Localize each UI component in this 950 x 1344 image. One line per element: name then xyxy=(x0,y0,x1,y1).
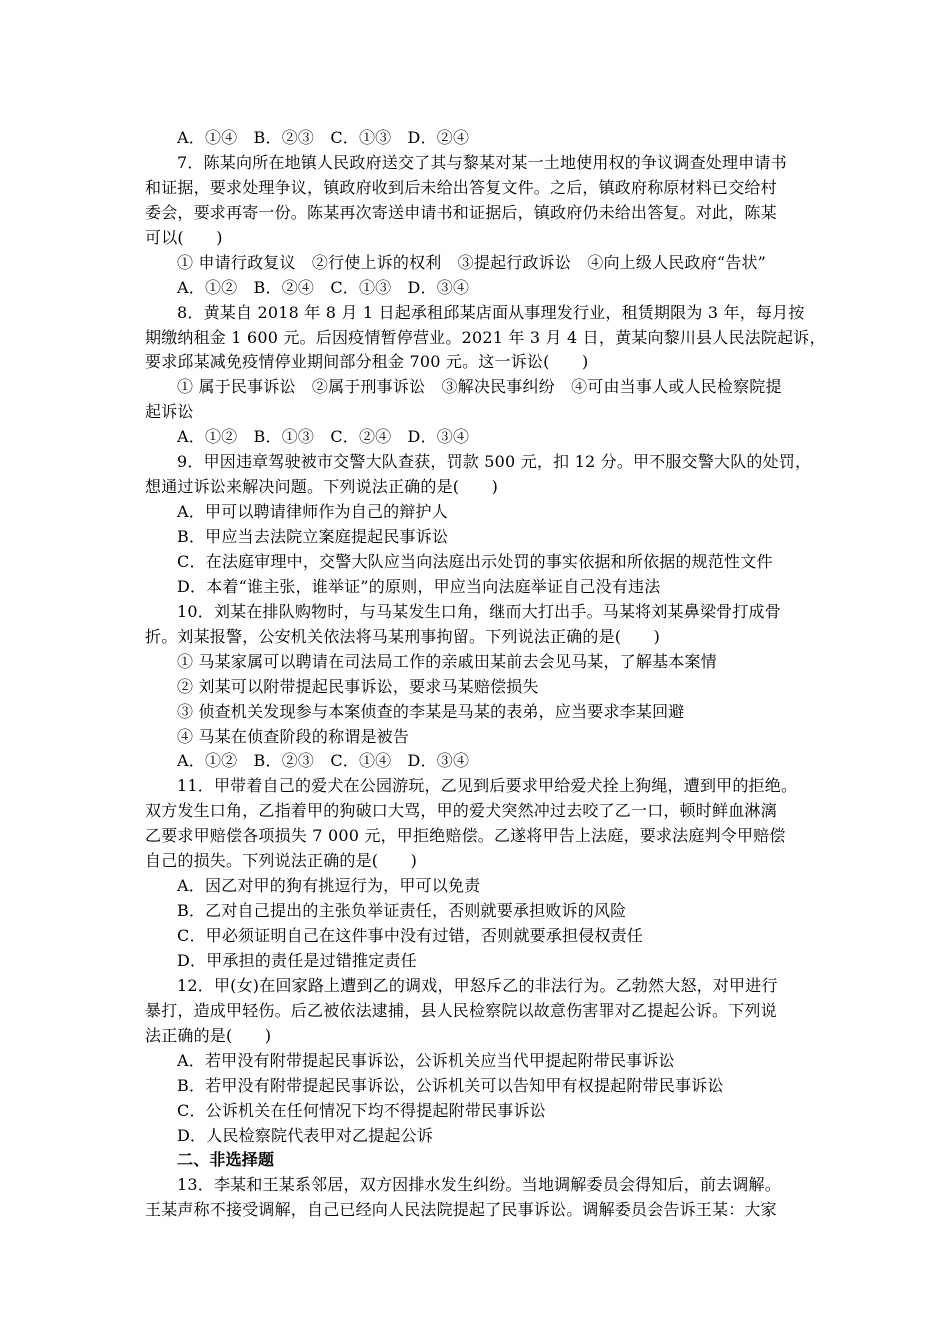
text-line: 要求邱某减免疫情停业期间部分租金 700 元。这一诉讼( ) xyxy=(145,352,589,372)
text-line: 双方发生口角，乙指着甲的狗破口大骂，甲的爱犬突然冲过去咬了乙一口，顿时鲜血淋漓 xyxy=(145,801,777,821)
text-line: B．甲应当去法院立案庭提起民事诉讼 xyxy=(177,527,449,546)
text-line: 8．黄某自 2018 年 8 月 1 日起承租邱某店面从事理发行业，租赁期限为 3 年，每月按 xyxy=(177,302,805,322)
text-line: 期缴纳租金 1 600 元。后因疫情暂停营业。2021 年 3 月 4 日，黄某向黎川县人民法院起诉， xyxy=(145,327,826,347)
text-line: D．本着“谁主张，谁举证”的原则，甲应当向法庭举证自己没有违法 xyxy=(177,576,661,596)
text-line: 11．甲带着自己的爱犬在公园游玩，乙见到后要求甲给爱犬拴上狗绳，遭到甲的拒绝。 xyxy=(177,776,798,796)
text-line: B．若甲没有附带提起民事诉讼，公诉机关可以告知甲有权提起附带民事诉讼 xyxy=(177,1075,724,1095)
text-line: C．在法庭审理中，交警大队应当向法庭出示处罚的事实依据和所依据的规范性文件 xyxy=(177,551,773,571)
text-line: D．甲承担的责任是过错推定责任 xyxy=(177,950,417,970)
text-line: ③ 侦查机关发现参与本案侦查的李某是马某的表弟，应当要求李某回避 xyxy=(177,701,685,721)
text-line: B．乙对自己提出的主张负举证责任，否则就要承担败诉的风险 xyxy=(177,901,627,921)
text-line: 起诉讼 xyxy=(145,402,194,422)
document-page xyxy=(145,126,826,1223)
text-line: 王某声称不接受调解，自己已经向人民法院提起了民事诉讼。调解委员会告诉王某：大家 xyxy=(145,1200,777,1220)
text-line: 10．刘某在排队购物时，与马某发生口角，继而大打出手。马某将刘某鼻梁骨打成骨 xyxy=(177,601,781,621)
text-line: ② 刘某可以附带提起民事诉讼，要求马某赔偿损失 xyxy=(177,676,539,696)
text-line: 乙要求甲赔偿各项损失 7 000 元，甲拒绝赔偿。乙遂将甲告上法庭，要求法庭判令甲赔偿 xyxy=(145,826,786,846)
text-line: ④ 马某在侦查阶段的称谓是被告 xyxy=(177,726,410,746)
text-line: 9．甲因违章驾驶被市交警大队查获，罚款 500 元，扣 12 分。甲不服交警大队的处罚， xyxy=(177,452,812,472)
text-line: A．若甲没有附带提起民事诉讼，公诉机关应当代甲提起附带民事诉讼 xyxy=(177,1050,675,1070)
text-line: 自己的损失。下列说法正确的是( ) xyxy=(145,851,418,871)
text-line: ① 申请行政复议 ②行使上诉的权利 ③提起行政诉讼 ④向上级人民政府“告状” xyxy=(177,252,767,272)
text-line: A．甲可以聘请律师作为自己的辩护人 xyxy=(177,502,448,522)
text-line: ① 马某家属可以聘请在司法局工作的亲戚田某前去会见马某，了解基本案情 xyxy=(177,651,717,671)
text-line: 折。刘某报警，公安机关依法将马某刑事拘留。下列说法正确的是( ) xyxy=(145,626,661,646)
section-heading: 二、非选择题 xyxy=(177,1150,275,1170)
text-line: 暴打，造成甲轻伤。后乙被依法逮捕，县人民检察院以故意伤害罪对乙提起公诉。下列说 xyxy=(145,1000,777,1020)
text-line: A．①④ B．②③ C．①③ D．②④ xyxy=(177,128,470,147)
text-line: 想通过诉讼来解决问题。下列说法正确的是( ) xyxy=(145,477,499,497)
text-line: C．公诉机关在任何情况下均不得提起附带民事诉讼 xyxy=(177,1100,546,1120)
text-line: ① 属于民事诉讼 ②属于刑事诉讼 ③解决民事纠纷 ④可由当事人或人民检察院提 xyxy=(177,377,782,397)
text-line: A．因乙对甲的狗有挑逗行为，甲可以免责 xyxy=(177,876,481,896)
text-line: 和证据，要求处理争议，镇政府收到后未给出答复文件。之后，镇政府称原材料已交给村 xyxy=(145,177,777,197)
text-line: A．①② B．②③ C．①④ D．③④ xyxy=(177,751,470,771)
text-line: 委会，要求再寄一份。陈某再次寄送申请书和证据后，镇政府仍未给出答复。对此，陈某 xyxy=(145,202,777,222)
text-line: D．人民检察院代表甲对乙提起公诉 xyxy=(177,1125,434,1145)
text-line: 7．陈某向所在地镇人民政府送交了其与黎某对某一土地使用权的争议调查处理申请书 xyxy=(177,152,787,172)
text-line: 13．李某和王某系邻居，双方因排水发生纠纷。当地调解委员会得知后，前去调解。 xyxy=(177,1175,781,1195)
text-line: C．甲必须证明自己在这件事中没有过错，否则就要承担侵权责任 xyxy=(177,926,644,945)
text-line: 12．甲(女)在回家路上遭到乙的调戏，甲怒斥乙的非法行为。乙勃然大怒，对甲进行 xyxy=(177,975,778,995)
text-line: A．①② B．①③ C．②④ D．③④ xyxy=(177,427,470,447)
text-line: 可以( ) xyxy=(145,227,223,247)
text-line: A．①② B．②④ C．①③ D．③④ xyxy=(177,277,470,297)
text-line: 法正确的是( ) xyxy=(145,1025,272,1045)
